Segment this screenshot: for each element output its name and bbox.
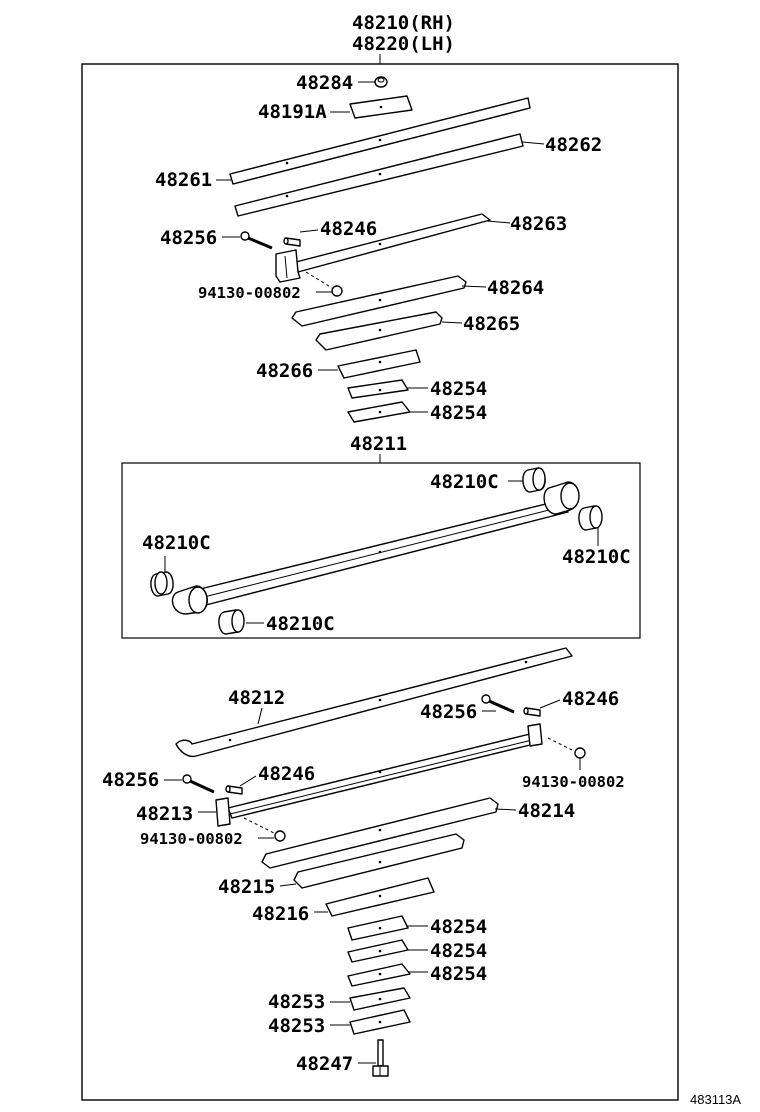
label-48246-c: 48246 [258,763,316,785]
label-48212: 48212 [228,687,286,709]
title-lh: 48220(LH) [352,33,455,55]
label-48210c-b: 48210C [562,546,631,568]
label-48213: 48213 [136,803,194,825]
label-48253-b: 48253 [268,1015,326,1037]
label-48262: 48262 [545,134,603,156]
part-94130-upper[interactable] [198,272,342,302]
label-48254-e: 48254 [430,963,488,985]
part-48256-right[interactable] [420,695,514,723]
label-94130-c: 94130-00802 [140,830,243,848]
part-48253-1[interactable] [268,988,410,1013]
part-48210c-rear-bottom[interactable] [562,506,631,568]
part-48246-upper[interactable] [284,218,377,246]
label-48254-b: 48254 [430,402,488,424]
part-48256-upper[interactable] [160,227,272,249]
part-48262[interactable] [235,134,602,216]
part-48284[interactable] [296,72,387,94]
label-48191a: 48191A [258,101,327,123]
label-48246-b: 48246 [562,688,620,710]
part-94130-right[interactable] [522,738,625,791]
part-48254-lower-2[interactable] [348,940,487,962]
label-48266: 48266 [256,360,314,382]
label-48216: 48216 [252,903,310,925]
label-48247: 48247 [296,1053,354,1075]
part-48191a[interactable] [258,96,412,123]
part-48254-lower-3[interactable] [348,963,487,986]
label-48253-a: 48253 [268,991,326,1013]
label-48256-a: 48256 [160,227,218,249]
label-48254-d: 48254 [430,940,488,962]
label-48284: 48284 [296,72,354,94]
part-48254-upper-2[interactable] [348,402,487,424]
label-48254-c: 48254 [430,916,488,938]
label-48210c-d: 48210C [266,613,335,635]
part-48210c-rear-top[interactable] [430,468,545,493]
label-94130-a: 94130-00802 [198,284,301,302]
label-48256-c: 48256 [102,769,160,791]
label-48210c-a: 48210C [430,471,499,493]
label-94130-b: 94130-00802 [522,773,625,791]
sub-assembly-label: 48211 [350,433,408,455]
label-48256-b: 48256 [420,701,478,723]
label-48265: 48265 [463,313,521,335]
part-48210c-front-bottom[interactable] [219,610,335,635]
part-48247[interactable] [296,1040,388,1076]
part-48253-2[interactable] [268,1010,410,1037]
part-48211-main-leaf[interactable] [172,482,579,614]
figure-id: 483113A [690,1092,742,1107]
label-48246-a: 48246 [320,218,378,240]
part-48266[interactable] [256,350,420,382]
part-48265[interactable] [316,312,520,350]
label-48254-a: 48254 [430,378,488,400]
part-48254-upper-1[interactable] [348,378,487,400]
label-48210c-c: 48210C [142,532,211,554]
part-48256-left[interactable] [102,769,214,792]
label-48215: 48215 [218,876,276,898]
part-48216[interactable] [252,878,434,925]
label-48264: 48264 [487,277,545,299]
part-48246-right[interactable] [524,688,619,716]
label-48261: 48261 [155,169,213,191]
label-48263: 48263 [510,213,568,235]
label-48214: 48214 [518,800,576,822]
title-rh: 48210(RH) [352,12,455,34]
part-48254-lower-1[interactable] [348,916,487,940]
